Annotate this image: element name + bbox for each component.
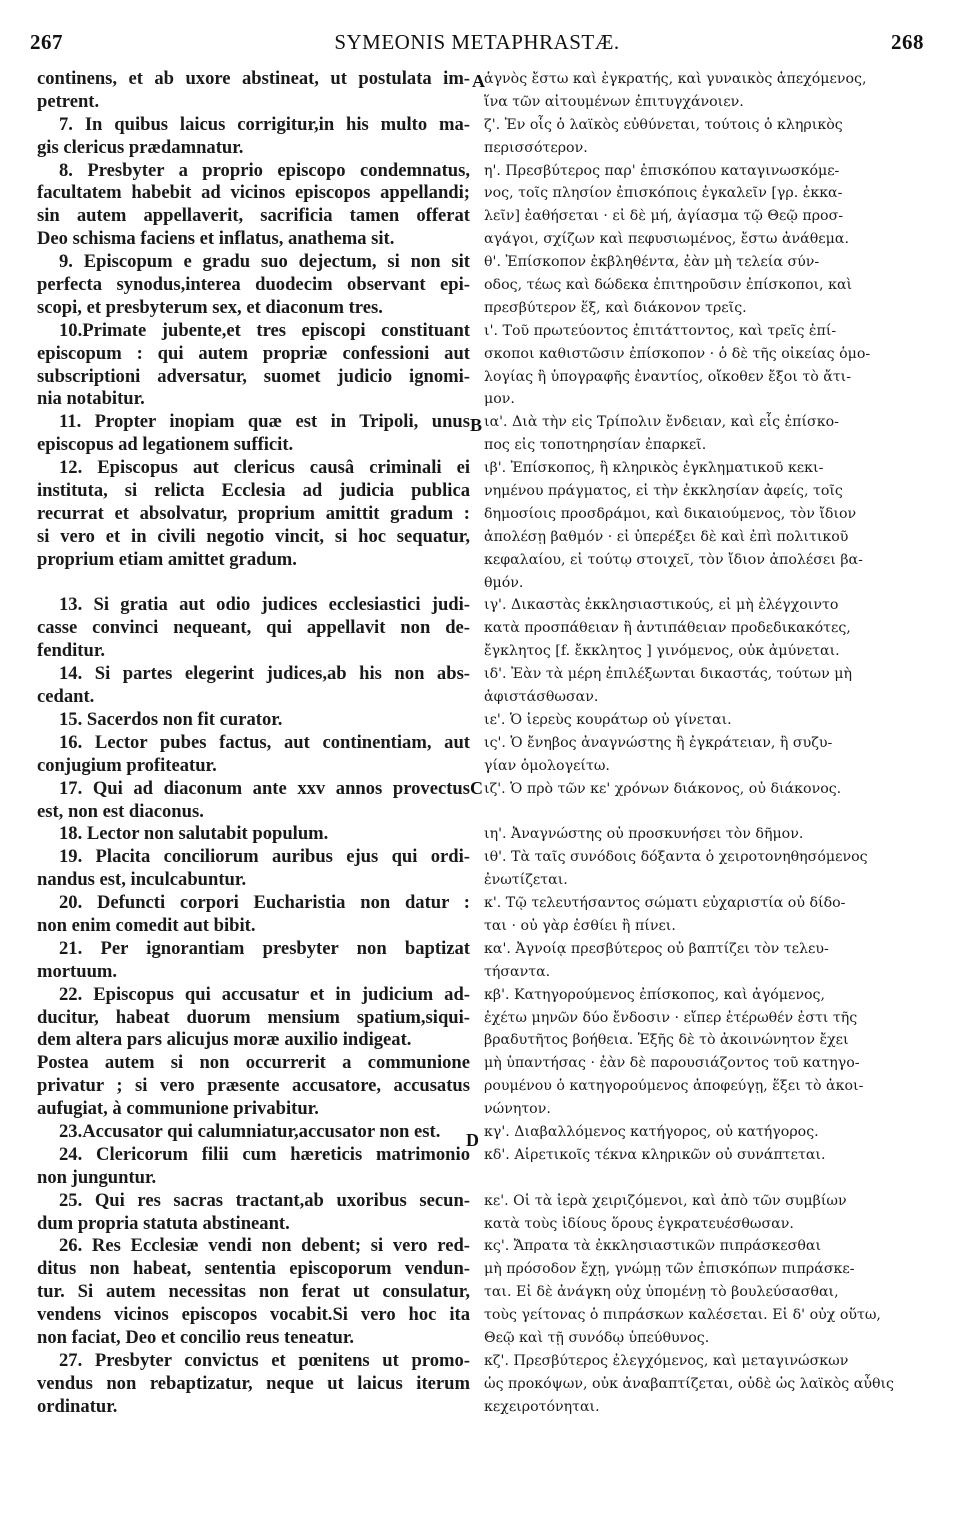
- latin-line: 22. Episcopus qui accusatur et in judicium ad-: [59, 983, 470, 1005]
- latin-line: 24. Clericorum filii cum hæreticis matrimonio: [59, 1143, 470, 1165]
- latin-line: subscriptioni adversatur, suomet judicio ignomi-: [37, 365, 470, 387]
- greek-line: ἐχέτω μηνῶν δύο ἔνδοσιν · εἴπερ ἑτέρωθέν ἐστι τῆς: [484, 1009, 858, 1026]
- greek-line: κα'. Ἀγνοίᾳ πρεσβύτερος οὐ βαπτίζει τὸν τελευ-: [484, 940, 829, 957]
- latin-line: proprium etiam amittet gradum.: [37, 548, 297, 570]
- latin-line: 14. Si partes elegerint judices,ab his non abs-: [59, 663, 470, 685]
- margin-letter-a: A: [472, 71, 485, 91]
- latin-line: episcopum : qui autem propriæ confessioni aut: [37, 342, 470, 364]
- greek-line: κζ'. Πρεσβύτερος ἐλεγχόμενος, καὶ μεταγινώσκων: [484, 1352, 849, 1369]
- greek-line: [484, 1167, 924, 1190]
- latin-line: nia notabitur.: [37, 388, 145, 410]
- greek-line: βραδυτῆτος βοήθεια. Ἑξῆς δὲ τὸ ἀκοινώνητον ἔχει: [484, 1032, 849, 1049]
- latin-line: mortuum.: [37, 960, 118, 982]
- latin-line: 18. Lector non salutabit populum.: [59, 823, 329, 845]
- latin-line: non faciat, Deo et concilio reus teneatur.: [37, 1326, 355, 1348]
- greek-line: ἔγκλητος [f. ἔκκλητος ] γινόμενος, οὐκ ἀμύνεται.: [484, 643, 840, 660]
- latin-line: 25. Qui res sacras tractant,ab uxoribus secun-: [59, 1189, 470, 1211]
- greek-line: κς'. Ἄπρατα τὰ ἐκκλησιαστικῶν πιπράσκεσθαι: [484, 1238, 822, 1255]
- latin-line: 15. Sacerdos non fit curator.: [59, 708, 283, 730]
- greek-line: κεχειροτόνηται.: [484, 1398, 600, 1415]
- greek-line: κε'. Οἱ τὰ ἱερὰ χειριζόμενοι, καὶ ἀπὸ τῶν συμβίων: [484, 1192, 847, 1209]
- greek-line: πρεσβύτερον ἕξ, καὶ διάκονον τρεῖς.: [484, 299, 747, 316]
- latin-line: ordinatur.: [37, 1395, 118, 1417]
- latin-line: sin autem appellaverit, sacrificia tamen offerat: [37, 205, 470, 227]
- latin-line: dem altera pars alicujus moræ auxilio indigeat.: [37, 1029, 412, 1051]
- latin-line: 21. Per ignorantiam presbyter non baptizat: [59, 937, 470, 959]
- greek-line: Θεῷ καὶ τῇ συνόδῳ ὑπεύθυνος.: [484, 1329, 710, 1346]
- greek-line: νος, τοῖς πλησίον ἐπισκόποις ἐγκαλεῖν [γρ. ἐκκα-: [484, 185, 843, 202]
- greek-line: ιη'. Ἀναγνώστης οὐ προσκυνήσει τὸν δῆμον.: [484, 826, 804, 843]
- latin-line: facultatem habebit ad vicinos episcopos appellandi;: [37, 182, 470, 204]
- greek-line: ιθ'. Τὰ ταῖς συνόδοις δόξαντα ὁ χειροτονηθησόμενος: [484, 849, 868, 866]
- latin-line: fenditur.: [37, 640, 106, 662]
- latin-column: [37, 68, 470, 1419]
- greek-line: ιβ'. Ἐπίσκοπος, ἢ κληρικὸς ἐγκληματικοῦ κεκι-: [484, 460, 824, 477]
- right-page-number: 268: [891, 30, 924, 54]
- latin-line: dum propria statuta abstineant.: [37, 1212, 290, 1234]
- greek-line: αγάγοι, σχίζων καὶ πεφυσιωμένος, ἔστω ἀνάθεμα.: [484, 231, 849, 248]
- greek-line: σκοποι καθιστῶσιν ἐπίσκοπον · ὁ δὲ τῆς οἰκείας ὁμο-: [484, 345, 871, 362]
- latin-line: cedant.: [37, 686, 95, 708]
- greek-line: κβ'. Κατηγορούμενος ἐπίσκοπος, καὶ ἀγόμενος,: [484, 986, 825, 1003]
- latin-line: si vero et in civili negotio vincit, si hoc sequatur,: [37, 525, 470, 547]
- latin-line: 10.Primate jubente,et tres episcopi constituant: [59, 319, 470, 341]
- latin-line: 23.Accusator qui calumniatur,accusator non est.: [59, 1120, 441, 1142]
- latin-line: 9. Episcopum e gradu suo dejectum, si non sit: [59, 251, 470, 273]
- greek-line: ται. Εἰ δὲ ἀνάγκη οὐχ ὑπομένῃ τὸ βουλεύσασθαι,: [484, 1284, 839, 1301]
- latin-line: 12. Episcopus aut clericus causâ criminali ei: [59, 457, 470, 479]
- greek-line: κατὰ προσπάθειαν ἢ ἀντιπάθειαν προδεδικακότες,: [484, 620, 851, 637]
- latin-line: episcopus ad legationem sufficit.: [37, 434, 294, 456]
- latin-line: [37, 572, 470, 595]
- greek-line: τήσαντα.: [484, 963, 551, 980]
- greek-line: ἀφιστάσθωσαν.: [484, 689, 599, 706]
- latin-line: casse convinci nequeant, qui appellavit non de-: [37, 617, 470, 639]
- latin-line: Postea autem si non occurrerit a communione: [37, 1052, 470, 1074]
- greek-line: μον.: [484, 391, 515, 408]
- latin-line: gis clericus prædamnatur.: [37, 136, 244, 158]
- greek-column: [484, 68, 924, 1419]
- latin-line: perfecta synodus,interea duodecim observant epi-: [37, 274, 470, 296]
- greek-line: κδ'. Αἱρετικοῖς τέκνα κληρικῶν οὐ συνάπτεται.: [484, 1146, 826, 1163]
- latin-line: scopi, et presbyterum sex, et diaconum tres.: [37, 296, 383, 318]
- latin-line: continens, et ab uxore abstineat, ut postulata im-: [37, 68, 470, 89]
- greek-line: ις'. Ὁ ἔνηβος ἀναγνώστης ἢ ἐγκράτειαν, ἢ συζυ-: [484, 734, 833, 751]
- latin-line: Deo schisma faciens et inflatus, anathema sit.: [37, 228, 395, 250]
- latin-line: recurrat et absolvatur, proprium amittit gradum :: [37, 502, 470, 524]
- greek-line: ιζ'. Ὁ πρὸ τῶν κε' χρόνων διάκονος, οὐ διάκονος.: [484, 780, 842, 797]
- latin-line: non junguntur.: [37, 1166, 157, 1188]
- greek-line: γίαν ὁμολογείτω.: [484, 757, 610, 774]
- greek-line: ἐνωτίζεται.: [484, 872, 568, 889]
- latin-line: 17. Qui ad diaconum ante xxv annos provectus: [59, 777, 470, 799]
- greek-line: κεφαλαίου, εἰ τούτῳ στοιχεῖ, τὸν ἴδιον ἀπολέσει βα-: [484, 551, 863, 568]
- greek-line: τοὺς γείτονας ὁ πιπράσκων καλέσεται. Εἰ δ' οὐχ οὕτω,: [484, 1307, 881, 1324]
- greek-line: ἁγνὸς ἔστω καὶ ἐγκρατής, καὶ γυναικὸς ἀπεχόμενος,: [484, 71, 867, 87]
- greek-line: νώνητον.: [484, 1101, 551, 1118]
- margin-letter-c: C: [470, 778, 483, 798]
- latin-line: 26. Res Ecclesiæ vendi non debent; si vero red-: [59, 1235, 470, 1257]
- latin-line: 13. Si gratia aut odio judices ecclesiastici judi-: [59, 594, 470, 616]
- greek-line: πος εἰς τοποτηρησίαν ἐπαρκεῖ.: [484, 437, 707, 454]
- greek-line: λεῖν] ἐαθήσεται · εἰ δὲ μή, ἁγίασμα τῷ Θεῷ προσ-: [484, 208, 844, 225]
- greek-line: ται · οὐ γὰρ ἐσθίει ἢ πίνει.: [484, 917, 676, 934]
- latin-line: petrent.: [37, 90, 100, 112]
- greek-line: ια'. Διὰ τὴν εἰς Τρίπολιν ἔνδειαν, καὶ εἷς ἐπίσκο-: [484, 414, 839, 431]
- running-title: SYMEONIS METAPHRASTÆ.: [334, 30, 620, 54]
- latin-line: 16. Lector pubes factus, aut continentiam, aut: [59, 731, 470, 753]
- latin-line: est, non est diaconus.: [37, 800, 204, 822]
- latin-line: instituta, si relicta Ecclesia ad judicia publica: [37, 480, 470, 502]
- greek-line: δημοσίοις προσδράμοι, καὶ δικαιούμενος, τὸν ἴδιον: [484, 505, 857, 522]
- latin-line: tur. Si autem necessitas non ferat ut consulatur,: [37, 1281, 470, 1303]
- latin-line: 20. Defuncti corpori Eucharistia non datur :: [59, 892, 470, 914]
- greek-line: κατὰ τοὺς ἰδίους ὅρους ἐγκρατευέσθωσαν.: [484, 1215, 794, 1232]
- latin-line: 19. Placita conciliorum auribus ejus qui ordi-: [59, 846, 470, 868]
- greek-line: κγ'. Διαβαλλόμενος κατήγορος, οὐ κατήγορος.: [484, 1123, 819, 1140]
- greek-line: οδος, τέως καὶ δώδεκα ἐπιτηροῦσιν ἐπίσκοποι, καὶ: [484, 277, 853, 294]
- greek-line: ζ'. Ἐν οἷς ὁ λαϊκὸς εὐθύνεται, τούτοις ὁ κληρικὸς: [484, 116, 843, 133]
- latin-line: aufugiat, à communione privabitur.: [37, 1098, 319, 1120]
- greek-line: [484, 801, 924, 824]
- latin-line: privatur ; si vero præsente accusatore, accusatus: [37, 1075, 470, 1097]
- greek-line: λογίας ἢ ὑπογραφῆς ἐναντίος, οἴκοθεν ἔξοι τὸ ἄτι-: [484, 368, 852, 385]
- greek-line: κ'. Τῷ τελευτήσαντος σώματι εὐχαριστία οὐ δίδο-: [484, 895, 846, 912]
- greek-line: ιδ'. Ἐὰν τὰ μέρη ἐπιλέξωνται δικαστάς, τούτων μὴ: [484, 666, 852, 683]
- greek-line: ι'. Τοῦ πρωτεύοντος ἐπιτάττοντος, καὶ τρεῖς ἐπί-: [484, 322, 837, 339]
- latin-line: 8. Presbyter a proprio episcopo condemnatus,: [59, 159, 470, 181]
- latin-line: 11. Propter inopiam quæ est in Tripoli, unus: [59, 411, 470, 433]
- latin-line: conjugium profiteatur.: [37, 754, 217, 776]
- left-page-number: 267: [30, 30, 63, 54]
- latin-line: non enim comedit aut bibit.: [37, 914, 256, 936]
- greek-line: μὴ πρόσοδον ἔχῃ, γνώμῃ τῶν ἐπισκόπων πιπράσκε-: [484, 1261, 855, 1278]
- greek-line: ρουμένου ὁ κατηγορούμενος ἀποφεύγῃ, ἕξει τὸ ἀκοι-: [484, 1078, 864, 1095]
- latin-line: ditus non habeat, sententia episcoporum vendun-: [37, 1258, 470, 1280]
- latin-line: nandus est, inculcabuntur.: [37, 869, 247, 891]
- latin-line: vendus non rebaptizatur, neque ut laicus iterum: [37, 1372, 470, 1394]
- greek-line: ιγ'. Δικαστὰς ἐκκλησιαστικούς, εἰ μὴ ἐλέγχοιντο: [484, 597, 839, 614]
- margin-letter-b: B: [470, 415, 483, 435]
- latin-line: 7. In quibus laicus corrigitur,in his multo ma-: [59, 113, 470, 135]
- greek-line: μὴ ὑπαντήσας · ἐὰν δὲ παρουσιάζοντος τοῦ κατηγο-: [484, 1055, 860, 1072]
- page-header: [30, 30, 924, 60]
- margin-letter-d: D: [466, 1130, 479, 1150]
- greek-line: νημένου πράγματος, εἰ τὴν ἐκκλησίαν ἀφείς, τοῖς: [484, 483, 843, 500]
- greek-line: ἵνα τῶν αἰτουμένων ἐπιτυγχάνοιεν.: [484, 93, 744, 110]
- greek-line: ὡς προκόψων, οὐκ ἀναβαπτίζεται, οὐδὲ ὡς λαϊκὸς αὖθις: [484, 1375, 894, 1392]
- greek-line: περισσότερον.: [484, 139, 588, 156]
- greek-line: ιε'. Ὁ ἱερεὺς κουράτωρ οὐ γίνεται.: [484, 711, 732, 728]
- greek-line: η'. Πρεσβύτερος παρ' ἐπισκόπου καταγινωσκόμε-: [484, 162, 840, 179]
- latin-line: vendens vicinos episcopos vocabit.Si vero hoc ita: [37, 1304, 470, 1326]
- latin-line: ducitur, habeat duorum mensium spatium,siqui-: [37, 1006, 470, 1028]
- greek-line: ἀπολέσῃ βαθμόν · εἰ ὑπερέξει δὲ καὶ ἐπὶ πολιτικοῦ: [484, 528, 849, 545]
- greek-line: θ'. Ἐπίσκοπον ἐκβληθέντα, ἐὰν μὴ τελεία σύν-: [484, 254, 820, 271]
- latin-line: 27. Presbyter convictus et pœnitens ut promo-: [59, 1349, 470, 1371]
- greek-line: θμόν.: [484, 574, 524, 591]
